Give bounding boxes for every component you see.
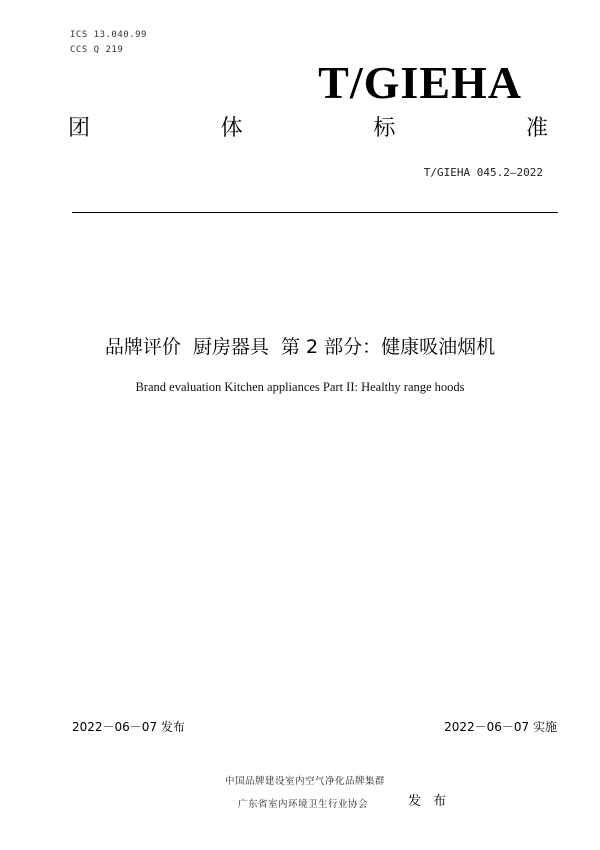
standard-number: T/GIEHA 045.2—2022 — [423, 166, 543, 179]
standard-type-char: 体 — [220, 116, 243, 141]
standard-type-char: 团 — [68, 116, 91, 141]
document-title-english: Brand evaluation Kitchen appliances Part II: Healthy range hoods — [135, 380, 465, 394]
document-title-chinese: 品牌评价 厨房器具 第 2 部分：健康吸油烟机 — [104, 336, 496, 358]
standard-logo: T/GIEHA — [318, 57, 522, 108]
ics-code: ICS 13.040.99 — [70, 30, 147, 40]
publish-date: 2022－06－07 发布 — [72, 720, 185, 734]
standard-type-char: 准 — [525, 116, 548, 141]
issue-label: 发 布 — [408, 794, 451, 809]
standard-type — [68, 118, 548, 140]
header-divider — [72, 212, 558, 213]
implementation-date: 2022－06－07 实施 — [444, 720, 557, 734]
standard-type-char: 标 — [373, 116, 396, 141]
ccs-code: CCS Q 219 — [70, 45, 124, 55]
issuing-organization: 广东省室内环境卫生行业协会 — [238, 799, 369, 810]
issuing-organization: 中国品牌建设室内空气净化品牌集群 — [225, 776, 386, 787]
